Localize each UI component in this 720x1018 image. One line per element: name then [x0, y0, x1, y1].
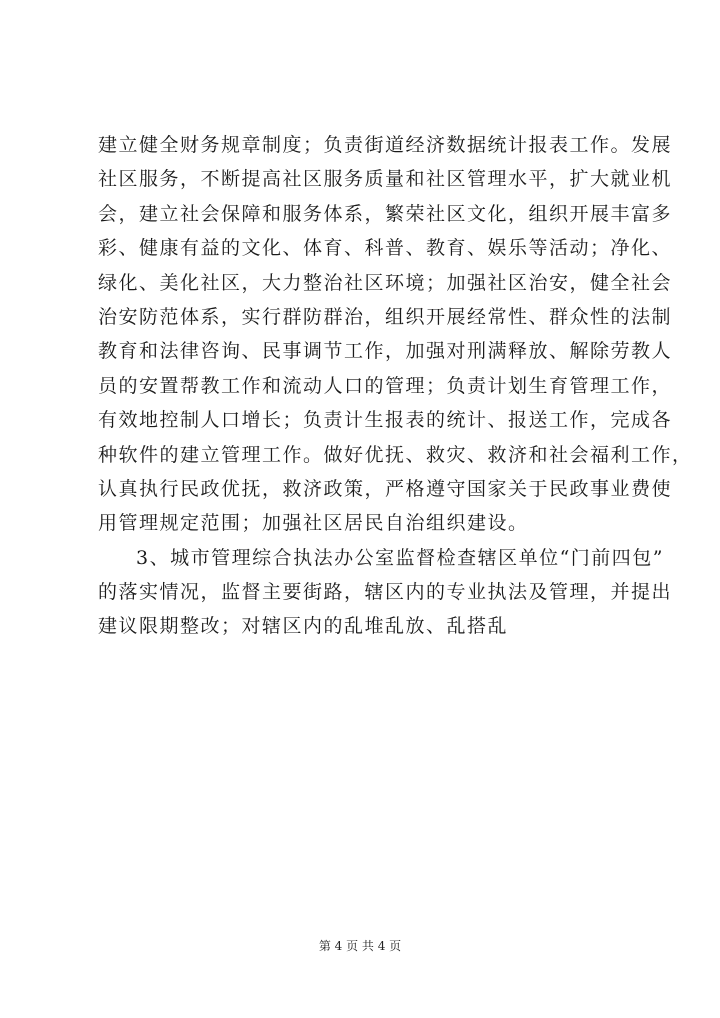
text-line: 有效地控制人口增长；负责计生报表的统计、报送工作，完成各	[98, 409, 673, 432]
document-body	[98, 128, 693, 644]
paragraph-1	[98, 128, 693, 541]
page-number-footer: 第 4 页 共 4 页	[318, 939, 402, 953]
text-line: 3、城市管理综合执法办公室监督检查辖区单位“门前四包”	[136, 546, 665, 569]
text-line: 教育和法律咨询、民事调节工作，加强对刑满释放、解除劳教人	[98, 340, 673, 363]
text-line: 认真执行民政优抚，救济政策，严格遵守国家关于民政事业费使	[98, 477, 673, 500]
text-line: 治安防范体系，实行群防群治，组织开展经常性、群众性的法制	[98, 305, 673, 328]
text-line: 社区服务，不断提高社区服务质量和社区管理水平，扩大就业机	[98, 168, 673, 191]
text-line: 员的安置帮教工作和流动人口的管理；负责计划生育管理工作，	[98, 374, 673, 397]
text-line: 种软件的建立管理工作。做好优抚、救灾、救济和社会福利工作，	[98, 443, 693, 466]
text-line: 建立健全财务规章制度；负责街道经济数据统计报表工作。发展	[98, 134, 673, 156]
text-line: 彩、健康有益的文化、体育、科普、教育、娱乐等活动；净化、	[98, 237, 673, 260]
text-line: 会，建立社会保障和服务体系，繁荣社区文化，组织开展丰富多	[98, 202, 673, 225]
paragraph-2	[98, 541, 673, 644]
text-line: 用管理规定范围；加强社区居民自治组织建设。	[98, 512, 529, 535]
text-line: 绿化、美化社区，大力整治社区环境；加强社区治安，健全社会	[98, 271, 673, 294]
text-line: 的落实情况，监督主要街路，辖区内的专业执法及管理，并提出	[98, 581, 673, 604]
text-line: 建议限期整改；对辖区内的乱堆乱放、乱搭乱	[98, 615, 509, 638]
